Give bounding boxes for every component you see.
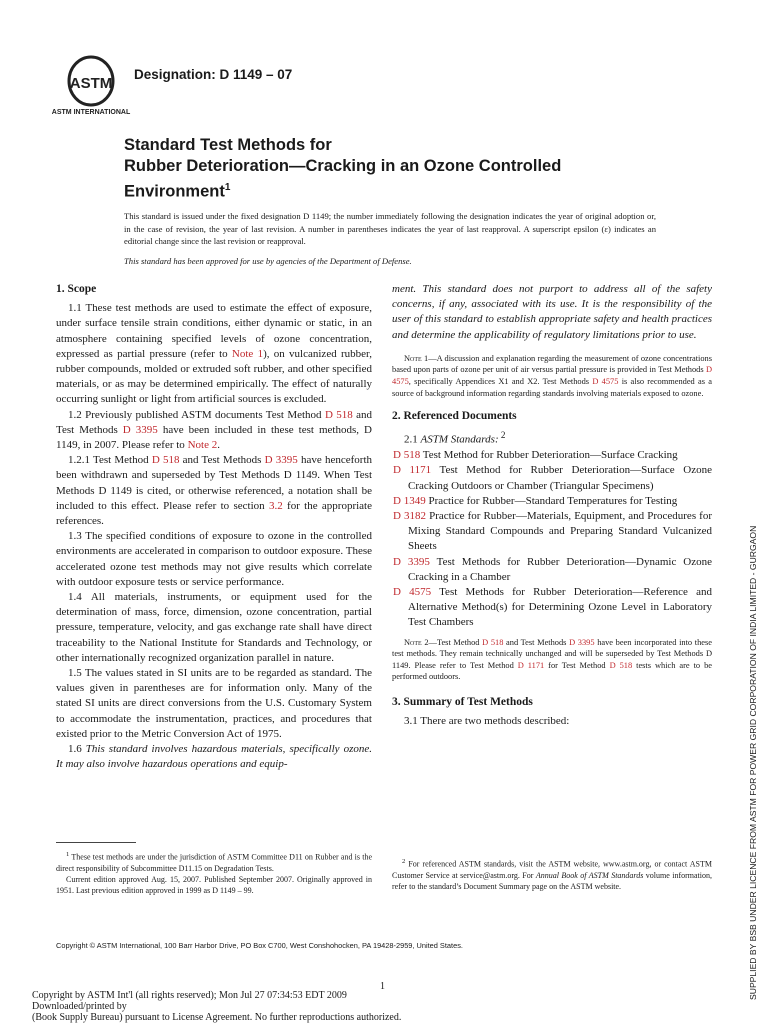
paragraph-1-3: 1.3 The specified conditions of exposure to ozone in the controlled environments are accelerated in comparison to outdoor exposure. These accelerated ozone test methods may not give results which correlate with outdoor exposure tests or service performance. — [56, 530, 372, 588]
logo-text: ASTM INTERNATIONAL — [51, 109, 131, 116]
paragraph-3-1: 3.1 There are two methods described: — [404, 715, 570, 728]
issuance-notice — [124, 210, 656, 267]
right-column — [392, 282, 712, 729]
download-notice: Copyright by ASTM Int'l (all rights reserved); Mon Jul 27 07:34:53 EDT 2009 Downloaded/printed by (Book Supply Bureau) pursuant to License Agreement. No further reproductions authorized. — [32, 990, 402, 1023]
designation: Designation: D 1149 – 07 — [134, 67, 293, 82]
page-number: 1 — [380, 981, 385, 992]
d518-link[interactable]: D 518 — [609, 660, 633, 670]
d3395-link[interactable]: D 3395 — [264, 454, 298, 467]
left-footnotes: $^1$ These test methods are under the jurisdiction of ASTM Committee D11 on Rubber and is the direct responsibility of Subcommittee D11.15 on Degradation Tests. Current edition approved Aug. 15, 2007. Published September 2007. Originally approved in 1951. Last previous edition approved in 1999 as D 1149 – 99. — [56, 842, 372, 896]
svg-text:ASTM: ASTM — [69, 75, 113, 92]
title-line-2: Rubber Deterioration—Cracking in an Ozone Controlled — [124, 157, 562, 175]
license-side-text: SUPPLIED BY BSB UNDER LICENCE FROM ASTM FOR POWER GRID CORPORATION OF INDIA LIMITED - GURGAON — [748, 525, 758, 1000]
paragraph-1-6: 1.6 This standard involves hazardous materials, specifically ozone. It may also involve hazardous operations and equip- — [56, 743, 372, 771]
d3395-link[interactable]: D 3395 — [569, 637, 595, 647]
d4575-link[interactable]: D 4575 — [392, 365, 712, 386]
paragraph-1-2: 1.2 Previously published ASTM documents Test Method D 518 and Test Methods D 3395 have been included in these test methods, D 1149, in 2007. Please refer to Note 2. — [56, 408, 372, 452]
note-2-link[interactable]: Note 2 — [187, 439, 218, 452]
right-footnotes: $^2$ For referenced ASTM standards, visit the ASTM website, www.astm.org, or contact ASTM Customer Service at service@astm.org. For Annual Book of ASTM Standards volume information, refer to the standard’s Document Summary page on the ASTM website. — [392, 858, 712, 891]
section-heading-summary: 3. Summary of Test Methods — [392, 696, 533, 709]
list-item: D 3395 Test Methods for Rubber Deterioration—Dynamic Ozone Cracking in a Chamber — [393, 555, 712, 583]
note-2: Note 2—Test Method D 518 and Test Methods D 3395 have been incorporated into these test methods. They remain technically unchanged and will be superseded by Test Methods D 1149. Please refer to Test Method D 1171 for Test Method D 518 tests which are to be performed outdoors. — [392, 637, 712, 682]
section-heading-referenced-documents: 2. Referenced Documents — [392, 410, 517, 423]
d4575-link[interactable]: D 4575 — [592, 377, 619, 386]
document-title — [124, 135, 644, 203]
footnote-edition: Current edition approved Aug. 15, 2007. Published September 2007. Originally approved in 1951. Last previous edition approved in 1999 as D 1149 – 99. — [56, 874, 372, 895]
footnote-rule — [56, 842, 136, 843]
paragraph-1-6-continued: ment. This standard does not purport to address all of the safety concerns, if any, associated with its use. It is the responsibility of the user of this standard to establish appropriate safety and health practices and determine the applicability of regulatory limitations prior to use. — [392, 283, 712, 341]
footnote-1: These test methods are under the jurisdiction of ASTM Committee D11 on Rubber and is the direct responsibility of Subcommittee D11.15 on Degradation Tests. — [56, 852, 372, 873]
dod-approval: This standard has been approved for use by agencies of the Department of Defense. — [124, 255, 412, 266]
title-line-3: Environment — [124, 182, 225, 201]
standard-code-link[interactable]: D 4575 — [393, 586, 432, 599]
astm-standards-subheading: 2.1 ASTM Standards: $^2$ — [404, 430, 506, 447]
footnote-2: For referenced ASTM standards, visit the ASTM website, www.astm.org, or contact ASTM Customer Service at service@astm.org. For Annual Book of ASTM Standards volume information, refer to the standard’s Document Summary page on the ASTM website. — [392, 859, 712, 891]
list-item: D 1171 Test Method for Rubber Deterioration—Surface Ozone Cracking Outdoors or Chamber (Triangular Specimens) — [393, 464, 712, 492]
d518-link[interactable]: D 518 — [482, 637, 504, 647]
left-column — [56, 282, 372, 773]
standard-code-link[interactable]: D 3182 — [393, 510, 427, 523]
standard-code-link[interactable]: D 1349 — [393, 494, 426, 507]
section-3-2-link[interactable]: 3.2 — [268, 499, 283, 512]
standard-code-link[interactable]: D 518 — [393, 449, 421, 462]
referenced-standards-list — [392, 448, 712, 630]
list-item: D 1349 Practice for Rubber—Standard Temperatures for Testing — [393, 494, 678, 507]
note-1: Note 1—A discussion and explanation regarding the measurement of ozone concentrations based upon parts of ozone per unit of air versus partial pressure is provided in Test Methods D 4575, specifically Appendices X1 and X2. Test Methods D 4575 is also recommended as a source of background information regarding standards involving materials exposed to ozone. — [392, 353, 712, 398]
d518-link[interactable]: D 518 — [151, 454, 180, 467]
d1171-link[interactable]: D 1171 — [517, 660, 545, 670]
paragraph-1-1: 1.1 These test methods are used to estimate the effect of exposure, under surface tensile strain conditions, either dynamic or static, in an atmosphere containing specified levels of ozone concentration, expressed as partial pressure (refer to Note 1), on vulcanized rubber, rubber compounds, molded or extruded soft rubber, and other specified materials, or as may be determined empirically. The effect of naturally occurring sunlight or light from artificial sources is excluded. — [56, 302, 372, 406]
notice-text: This standard is issued under the fixed designation D 1149; the number immediately following the designation indicates the year of original adoption or, in the case of revision, the year of last revision. A number in parentheses indicates the year of last reapproval. A superscript epsilon (ε) indicates an editorial change since the last revision or reapproval. — [124, 211, 656, 246]
paragraph-1-5: 1.5 The values stated in SI units are to be regarded as standard. The values given in parentheses are for information only. Many of the stated SI units are direct conversions from the U.S. Customary System to accommodate the instrumentation, practices, and procedures that existed prior to the Metric Conversion Act of 1975. — [56, 667, 372, 740]
note-1-link[interactable]: Note 1 — [231, 347, 264, 360]
list-item: D 3182 Practice for Rubber—Materials, Equipment, and Procedures for Mixing Standard Compounds and Preparing Standard Vulcanized Sheets — [393, 510, 712, 553]
title-footnote-mark: 1 — [224, 182, 231, 193]
d518-link[interactable]: D 518 — [324, 408, 353, 421]
title-line-1: Standard Test Methods for — [124, 136, 332, 154]
list-item: D 518 Test Method for Rubber Deterioration—Surface Cracking — [393, 449, 678, 462]
standard-code-link[interactable]: D 1171 — [393, 464, 432, 477]
standard-code-link[interactable]: D 3395 — [393, 555, 430, 568]
paragraph-1-2-1: 1.2.1 Test Method D 518 and Test Methods D 3395 have henceforth been withdrawn and superseded by Test Methods D 1149. When Test Methods D 1149 is cited, or otherwise referenced, a notation shall be included to this effect. Please refer to section 3.2 for the appropriate references. — [56, 454, 372, 528]
paragraph-1-4: 1.4 All materials, instruments, or equipment used for the determination of mass, force, dimension, ozone concentration, partial pressure, temperature, velocity, and gas exchange rate shall have direct traceability to the National Institute for Standards and Technology, or other internationally recognized organization parallel in nature. — [56, 591, 372, 664]
copyright-line: Copyright © ASTM International, 100 Barr Harbor Drive, PO Box C700, West Conshohocken, PA 19428-2959, United States. — [56, 941, 463, 950]
d3395-link[interactable]: D 3395 — [122, 423, 158, 436]
section-heading-scope: 1. Scope — [56, 283, 97, 295]
list-item: D 4575 Test Methods for Rubber Deterioration—Reference and Alternative Method(s) for Determining Ozone Level in Laboratory Test Chambers — [393, 586, 712, 629]
astm-logo — [51, 55, 131, 117]
